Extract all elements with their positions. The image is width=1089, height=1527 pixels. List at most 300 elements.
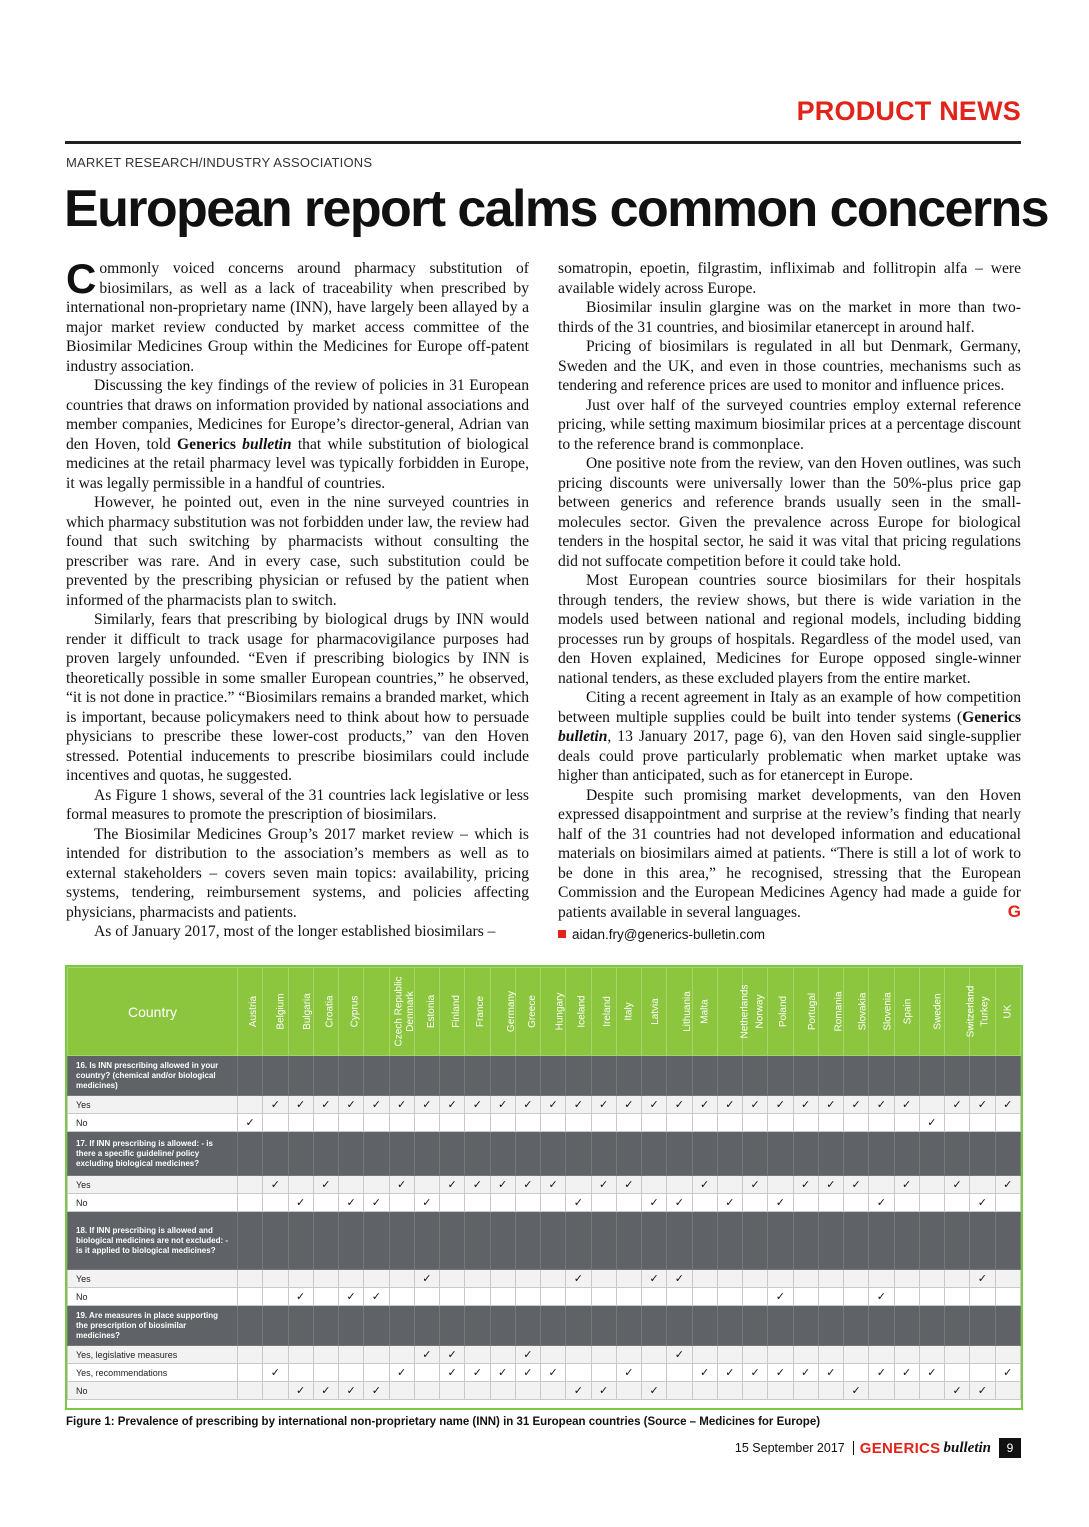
question-cell (844, 1306, 869, 1346)
answer-cell (768, 1270, 793, 1288)
question-cell (995, 1306, 1021, 1346)
answer-cell (541, 1194, 566, 1212)
answer-cell (793, 1176, 818, 1194)
checkmark-icon: ✓ (447, 1099, 457, 1111)
answer-cell (692, 1176, 717, 1194)
question-cell (717, 1212, 742, 1270)
question-cell (945, 1212, 970, 1270)
answer-cell (692, 1346, 717, 1364)
answer-cell (768, 1382, 793, 1400)
question-cell (389, 1306, 414, 1346)
question-cell (490, 1212, 515, 1270)
checkmark-icon: ✓ (346, 1099, 356, 1111)
question-cell (970, 1132, 995, 1176)
question-cell (717, 1132, 742, 1176)
checkmark-icon: ✓ (498, 1179, 508, 1191)
question-cell (894, 1132, 919, 1176)
answer-cell (945, 1288, 970, 1306)
question-cell (238, 1056, 263, 1096)
answer-cell (616, 1270, 641, 1288)
checkmark-icon: ✓ (750, 1099, 760, 1111)
answer-cell (743, 1194, 768, 1212)
answer-cell (919, 1270, 944, 1288)
question-text: 17. If INN prescribing is allowed: - is there a specific guideline/ policy excluding biological medicines? (68, 1132, 238, 1176)
answer-cell (288, 1382, 313, 1400)
answer-cell (465, 1270, 490, 1288)
answer-cell (818, 1096, 843, 1114)
answer-cell (389, 1382, 414, 1400)
question-cell (389, 1212, 414, 1270)
answer-cell (490, 1096, 515, 1114)
article-column-right (558, 259, 1021, 922)
answer-cell (642, 1346, 667, 1364)
answer-cell (465, 1382, 490, 1400)
answer-cell (591, 1096, 616, 1114)
answer-cell (667, 1288, 692, 1306)
question-cell (995, 1056, 1021, 1096)
question-cell (995, 1132, 1021, 1176)
question-cell (414, 1212, 439, 1270)
answer-cell (238, 1364, 263, 1382)
question-cell (743, 1212, 768, 1270)
answer-cell (616, 1194, 641, 1212)
checkmark-icon: ✓ (826, 1099, 836, 1111)
checkmark-icon: ✓ (977, 1197, 987, 1209)
question-cell (844, 1132, 869, 1176)
answer-cell (389, 1114, 414, 1132)
checkmark-icon: ✓ (599, 1179, 609, 1191)
answer-cell (717, 1288, 742, 1306)
country-label: Ireland (601, 996, 613, 1027)
answer-cell (743, 1114, 768, 1132)
question-cell (515, 1056, 540, 1096)
answer-cell (389, 1194, 414, 1212)
country-label: Germany (505, 990, 517, 1033)
answer-cell (642, 1270, 667, 1288)
answer-cell (894, 1346, 919, 1364)
answer-cell (515, 1096, 540, 1114)
answer-cell (440, 1346, 465, 1364)
answer-cell (818, 1194, 843, 1212)
question-cell (566, 1132, 591, 1176)
checkmark-icon: ✓ (371, 1385, 381, 1397)
answer-cell (263, 1288, 288, 1306)
answer-cell (263, 1096, 288, 1114)
answer-cell (465, 1194, 490, 1212)
answer-cell (919, 1382, 944, 1400)
question-cell (541, 1056, 566, 1096)
answer-cell (844, 1270, 869, 1288)
answer-cell (844, 1194, 869, 1212)
checkmark-icon: ✓ (472, 1367, 482, 1379)
paragraph: Just over half of the surveyed countries employ external reference pricing, while setting maximum biosimilar prices at a percentage discount to the reference brand is commonplace. (558, 396, 1021, 453)
checkmark-icon: ✓ (649, 1099, 659, 1111)
country-column-header (717, 968, 751, 1056)
answer-cell (692, 1114, 717, 1132)
checkmark-icon: ✓ (321, 1179, 331, 1191)
answer-cell (995, 1114, 1021, 1132)
checkmark-icon: ✓ (548, 1367, 558, 1379)
issue-date: 15 September 2017 (734, 1441, 845, 1455)
brand-name: Generics (962, 708, 1021, 726)
answer-row (68, 1176, 1021, 1194)
checkmark-icon: ✓ (523, 1179, 533, 1191)
paragraph: Pricing of biosimilars is regulated in all but Denmark, Germany, Sweden and the UK, and even in those countries, mechanisms such as tendering and reference prices are used to monitor and influence prices. (558, 338, 1021, 394)
checkmark-icon: ✓ (573, 1099, 583, 1111)
country-label: Bulgaria (301, 993, 313, 1030)
answer-cell (566, 1364, 591, 1382)
answer-cell (869, 1270, 894, 1288)
checkmark-icon: ✓ (498, 1099, 508, 1111)
answer-cell (566, 1346, 591, 1364)
answer-cell (515, 1194, 540, 1212)
checkmark-icon: ✓ (599, 1099, 609, 1111)
answer-cell (743, 1096, 768, 1114)
answer-cell (541, 1288, 566, 1306)
answer-cell (364, 1288, 389, 1306)
answer-cell (541, 1270, 566, 1288)
country-label: Slovenia (882, 992, 894, 1031)
checkmark-icon: ✓ (548, 1099, 558, 1111)
answer-cell (414, 1346, 439, 1364)
checkmark-icon: ✓ (902, 1179, 912, 1191)
answer-cell (238, 1270, 263, 1288)
answer-cell (717, 1346, 742, 1364)
answer-cell (515, 1176, 540, 1194)
question-cell (894, 1306, 919, 1346)
answer-cell (313, 1176, 338, 1194)
checkmark-icon: ✓ (422, 1099, 432, 1111)
answer-cell (818, 1382, 843, 1400)
question-cell (818, 1306, 843, 1346)
answer-cell (414, 1194, 439, 1212)
answer-cell (339, 1176, 364, 1194)
question-cell (970, 1056, 995, 1096)
question-cell (844, 1212, 869, 1270)
paragraph: The Biosimilar Medicines Group’s 2017 market review – which is intended for distribution to the association’s members as well as to external stakeholders – covers seven main topics: availability, pricing systems, tendering, reimbursement systems, and policies affecting physicians, pharmacists and patients. (66, 825, 529, 921)
answer-cell (894, 1096, 919, 1114)
question-cell (995, 1212, 1021, 1270)
question-cell (919, 1306, 944, 1346)
answer-cell (339, 1270, 364, 1288)
answer-cell (465, 1364, 490, 1382)
checkmark-icon: ✓ (573, 1197, 583, 1209)
country-label: Malta (699, 999, 711, 1024)
answer-cell (566, 1194, 591, 1212)
question-cell (414, 1132, 439, 1176)
answer-cell (945, 1096, 970, 1114)
checkmark-icon: ✓ (775, 1197, 785, 1209)
answer-cell (440, 1364, 465, 1382)
answer-cell (768, 1176, 793, 1194)
question-cell (743, 1306, 768, 1346)
checkmark-icon: ✓ (801, 1099, 811, 1111)
answer-cell (616, 1176, 641, 1194)
answer-cell (945, 1346, 970, 1364)
paragraph: As of January 2017, most of the longer established biosimilars – (94, 923, 496, 940)
answer-cell (465, 1346, 490, 1364)
checkmark-icon: ✓ (321, 1385, 331, 1397)
checkmark-icon: ✓ (624, 1367, 634, 1379)
answer-label: Yes (68, 1096, 238, 1114)
answer-cell (263, 1364, 288, 1382)
question-cell (869, 1306, 894, 1346)
brand-name-italic: bulletin (558, 728, 608, 745)
answer-cell (717, 1194, 742, 1212)
question-cell (768, 1306, 793, 1346)
question-text: 19. Are measures in place supporting the prescription of biosimilar medicines? (68, 1306, 238, 1346)
answer-cell (768, 1096, 793, 1114)
answer-cell (490, 1346, 515, 1364)
answer-cell (919, 1364, 944, 1382)
paragraph: Biosimilar insulin glargine was on the market in more than two-thirds of the 31 countries, and biosimilar etanercept in around half. (558, 299, 1021, 336)
question-row (68, 1056, 1021, 1096)
question-cell (793, 1132, 818, 1176)
question-cell (313, 1132, 338, 1176)
answer-cell (945, 1382, 970, 1400)
answer-cell (743, 1382, 768, 1400)
answer-cell (238, 1176, 263, 1194)
checkmark-icon: ✓ (927, 1117, 937, 1129)
checkmark-icon: ✓ (876, 1291, 886, 1303)
country-header: Country (68, 968, 238, 1056)
bullet-square-icon (558, 930, 566, 938)
answer-cell (667, 1382, 692, 1400)
answer-cell (818, 1346, 843, 1364)
checkmark-icon: ✓ (397, 1179, 407, 1191)
country-label: Romania (833, 991, 845, 1032)
answer-cell (238, 1096, 263, 1114)
checkmark-icon: ✓ (851, 1179, 861, 1191)
question-cell (515, 1132, 540, 1176)
footer-divider (853, 1441, 854, 1455)
question-cell (440, 1056, 465, 1096)
answer-cell (490, 1194, 515, 1212)
answer-cell (591, 1114, 616, 1132)
question-cell (566, 1056, 591, 1096)
answer-cell (869, 1364, 894, 1382)
country-column-header (263, 968, 288, 1056)
checkmark-icon: ✓ (296, 1291, 306, 1303)
answer-cell (616, 1096, 641, 1114)
answer-cell (364, 1176, 389, 1194)
answer-cell (414, 1096, 439, 1114)
page-number: 9 (999, 1438, 1021, 1458)
answer-cell (414, 1114, 439, 1132)
question-cell (238, 1132, 263, 1176)
answer-cell (995, 1364, 1021, 1382)
checkmark-icon: ✓ (422, 1197, 432, 1209)
answer-cell (490, 1270, 515, 1288)
question-cell (919, 1132, 944, 1176)
answer-cell (692, 1194, 717, 1212)
paragraph: Commonly voiced concerns around pharmacy substitution of biosimilars, as well as a lack of traceability when prescribed by international non-proprietary name (INN), have largely been allayed by a major market review conducted by market access committee of the Biosimilar Medicines Group within the Medicines for Europe off-patent industry association. (66, 255, 529, 375)
answer-cell (515, 1364, 540, 1382)
checkmark-icon: ✓ (801, 1367, 811, 1379)
question-text: 16. Is INN prescribing allowed in your country? (chemical and/or biological medicines) (68, 1056, 238, 1096)
answer-cell (995, 1270, 1021, 1288)
answer-cell (616, 1114, 641, 1132)
answer-cell (793, 1288, 818, 1306)
answer-cell (263, 1194, 288, 1212)
paragraph: Citing a recent agreement in Italy as an example of how competition between multiple supplies could be built into tender systems (Generics bulletin, 13 January 2017, page 6), van den Hoven said single-supplier deals could prove particularly problematic when market uptake was higher than anticipated, such as for etanercept in Europe. (558, 689, 1021, 784)
paragraph: As Figure 1 shows, several of the 31 countries lack legislative or less formal measures to promote the prescription of biosimilars. (66, 786, 529, 823)
country-column-header (616, 968, 641, 1056)
checkmark-icon: ✓ (447, 1367, 457, 1379)
answer-cell (869, 1114, 894, 1132)
answer-cell (288, 1288, 313, 1306)
question-cell (768, 1212, 793, 1270)
paragraph: Despite such promising market developments, van den Hoven expressed disappointment and surprise at the review’s finding that nearly half of the 31 countries had not developed information and educational materials on biosimilars aimed at patients. “There is still a lot of work to be done in this area,” he recognised, stressing that the European Commission and the European Medicines Agency had made a guide for patients available in several languages. (558, 786, 1021, 921)
question-cell (566, 1306, 591, 1346)
question-cell (465, 1132, 490, 1176)
answer-cell (818, 1270, 843, 1288)
answer-cell (995, 1382, 1021, 1400)
answer-cell (768, 1288, 793, 1306)
answer-cell (894, 1382, 919, 1400)
country-label: Turkey (979, 996, 991, 1027)
table-header-row (68, 968, 1021, 1056)
answer-cell (465, 1288, 490, 1306)
question-cell (642, 1212, 667, 1270)
answer-cell (919, 1096, 944, 1114)
question-cell (541, 1306, 566, 1346)
answer-cell (717, 1270, 742, 1288)
answer-label: No (68, 1288, 238, 1306)
country-column-header (364, 968, 405, 1056)
answer-cell (793, 1382, 818, 1400)
answer-cell (894, 1114, 919, 1132)
question-cell (970, 1212, 995, 1270)
answer-cell (541, 1382, 566, 1400)
answer-cell (440, 1096, 465, 1114)
answer-cell (616, 1346, 641, 1364)
answer-cell (692, 1364, 717, 1382)
checkmark-icon: ✓ (270, 1099, 280, 1111)
checkmark-icon: ✓ (245, 1117, 255, 1129)
answer-cell (288, 1270, 313, 1288)
answer-cell (591, 1194, 616, 1212)
answer-cell (389, 1096, 414, 1114)
question-cell (288, 1306, 313, 1346)
answer-label: Yes, recommendations (68, 1364, 238, 1382)
country-column-header (414, 968, 439, 1056)
checkmark-icon: ✓ (548, 1179, 558, 1191)
country-label: Spain (901, 998, 913, 1025)
answer-cell (667, 1194, 692, 1212)
checkmark-icon: ✓ (573, 1273, 583, 1285)
answer-cell (894, 1176, 919, 1194)
question-cell (440, 1212, 465, 1270)
checkmark-icon: ✓ (422, 1349, 432, 1361)
answer-cell (869, 1382, 894, 1400)
question-cell (263, 1132, 288, 1176)
country-column-header (313, 968, 338, 1056)
answer-cell (970, 1270, 995, 1288)
author-email[interactable]: aidan.fry@generics-bulletin.com (558, 927, 765, 942)
answer-cell (616, 1288, 641, 1306)
answer-cell (970, 1288, 995, 1306)
question-cell (465, 1056, 490, 1096)
answer-cell (389, 1364, 414, 1382)
answer-cell (717, 1364, 742, 1382)
checkmark-icon: ✓ (371, 1099, 381, 1111)
answer-cell (591, 1364, 616, 1382)
question-cell (238, 1212, 263, 1270)
checkmark-icon: ✓ (750, 1179, 760, 1191)
answer-cell (692, 1382, 717, 1400)
country-column-header (869, 968, 894, 1056)
answer-cell (970, 1096, 995, 1114)
answer-cell (717, 1114, 742, 1132)
checkmark-icon: ✓ (321, 1099, 331, 1111)
answer-cell (818, 1114, 843, 1132)
question-cell (263, 1306, 288, 1346)
question-cell (642, 1056, 667, 1096)
answer-cell (339, 1346, 364, 1364)
checkmark-icon: ✓ (674, 1273, 684, 1285)
answer-cell (616, 1382, 641, 1400)
question-cell (919, 1056, 944, 1096)
answer-cell (818, 1288, 843, 1306)
checkmark-icon: ✓ (902, 1099, 912, 1111)
answer-cell (995, 1346, 1021, 1364)
checkmark-icon: ✓ (397, 1099, 407, 1111)
answer-cell (440, 1194, 465, 1212)
country-label: Croatia (324, 995, 336, 1028)
question-cell (591, 1132, 616, 1176)
answer-cell (869, 1346, 894, 1364)
answer-cell (667, 1364, 692, 1382)
answer-cell (844, 1364, 869, 1382)
answer-cell (313, 1346, 338, 1364)
country-label: UK (1002, 1004, 1014, 1019)
answer-cell (389, 1176, 414, 1194)
checkmark-icon: ✓ (573, 1385, 583, 1397)
inn-table (67, 967, 1021, 1400)
answer-cell (263, 1176, 288, 1194)
answer-cell (339, 1194, 364, 1212)
question-cell (692, 1306, 717, 1346)
answer-cell (313, 1114, 338, 1132)
question-cell (515, 1212, 540, 1270)
answer-cell (642, 1096, 667, 1114)
question-cell (894, 1056, 919, 1096)
country-column-header (440, 968, 465, 1056)
question-cell (616, 1056, 641, 1096)
question-cell (616, 1212, 641, 1270)
paragraph: somatropin, epoetin, filgrastim, infliximab and follitropin alfa – were available widely across Europe. (558, 260, 1021, 297)
country-column-header (541, 968, 566, 1056)
checkmark-icon: ✓ (952, 1385, 962, 1397)
answer-cell (642, 1288, 667, 1306)
answer-cell (339, 1288, 364, 1306)
answer-cell (844, 1382, 869, 1400)
checkmark-icon: ✓ (371, 1291, 381, 1303)
answer-cell (440, 1288, 465, 1306)
answer-cell (288, 1176, 313, 1194)
question-cell (339, 1056, 364, 1096)
country-label: Denmark (404, 991, 416, 1032)
country-label: Norway (754, 994, 766, 1029)
answer-cell (616, 1364, 641, 1382)
checkmark-icon: ✓ (725, 1367, 735, 1379)
answer-cell (364, 1364, 389, 1382)
question-cell (288, 1132, 313, 1176)
answer-cell (844, 1346, 869, 1364)
answer-cell (667, 1346, 692, 1364)
question-cell (288, 1212, 313, 1270)
